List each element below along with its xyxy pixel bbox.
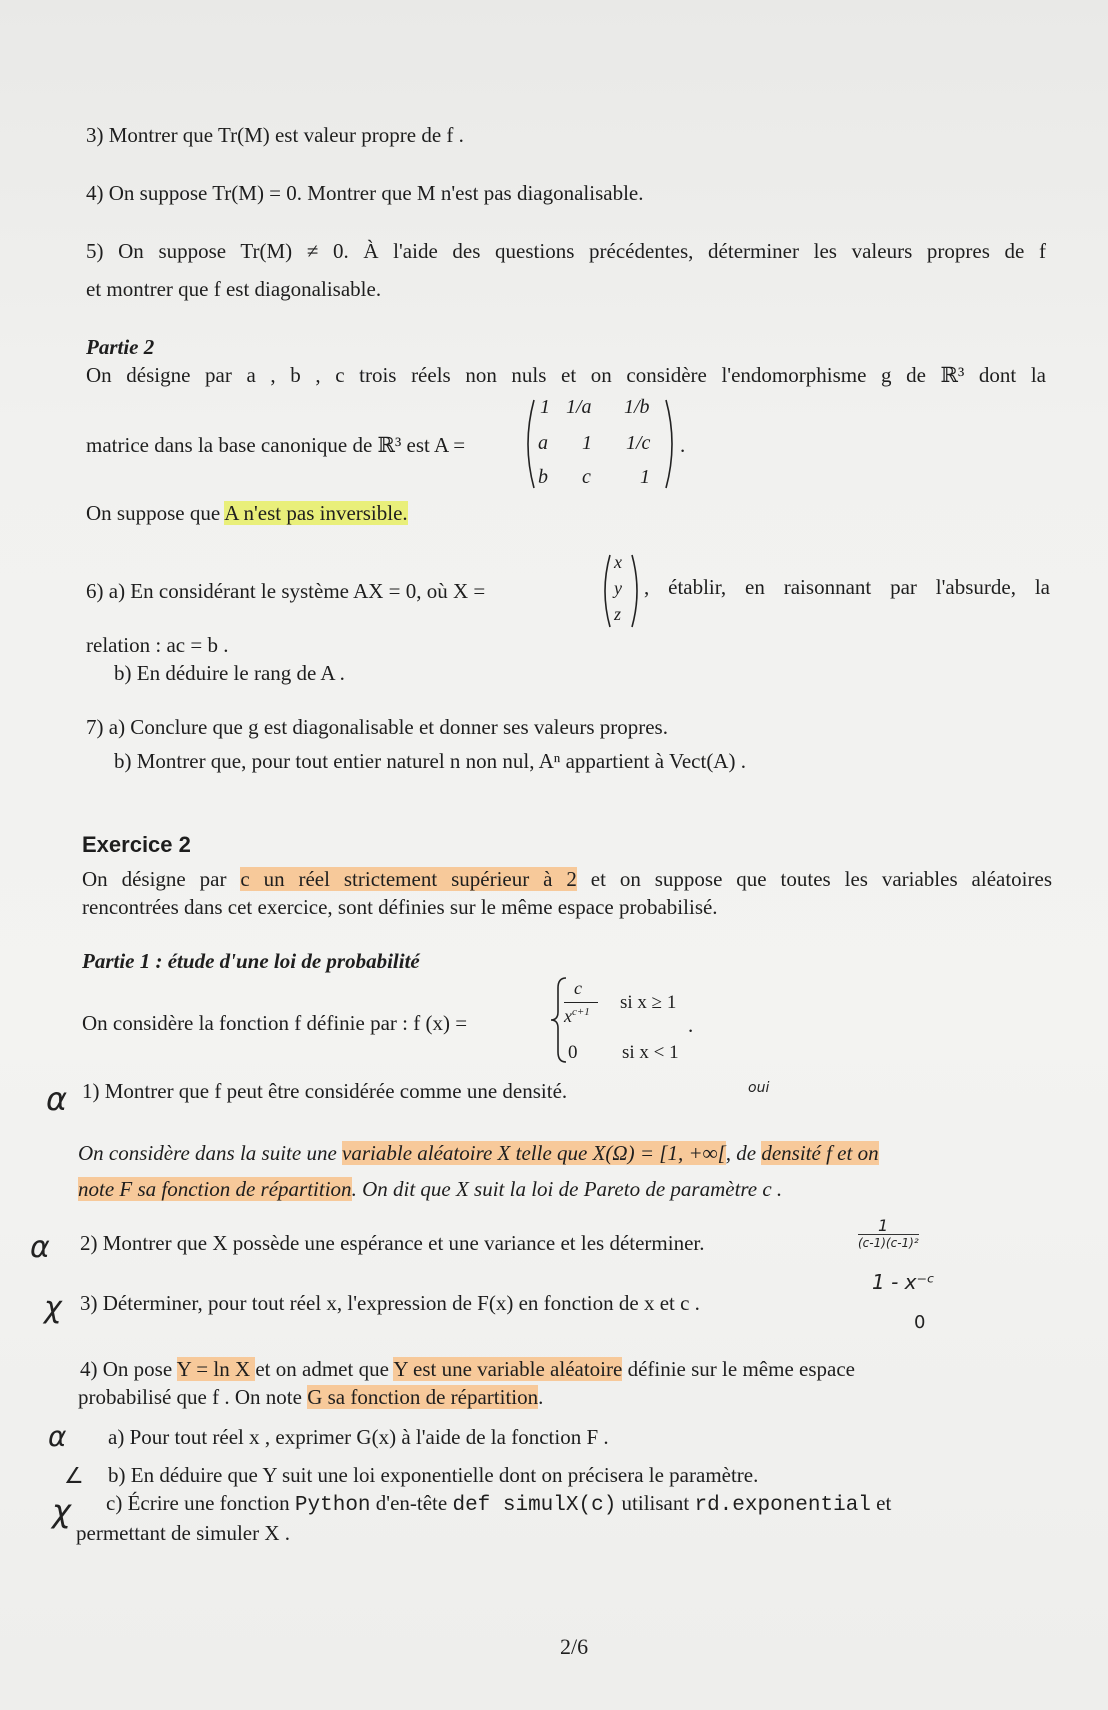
question-p1-4c: c) Écrire une fonction Python d'en-tête def simulX(c) utilisant rd.exponential et bbox=[106, 1491, 892, 1517]
matrix-cell: a bbox=[538, 432, 548, 454]
question-7a: 7) a) Conclure que g est diagonalisable et donner ses valeurs propres. bbox=[86, 715, 668, 739]
highlight-G: G sa fonction de répartition bbox=[307, 1385, 539, 1409]
question-p1-4c-line-2: permettant de simuler X . bbox=[76, 1521, 291, 1545]
case-2-value: 0 bbox=[568, 1042, 578, 1063]
matrix-cell: 1/b bbox=[624, 396, 650, 418]
question-3: 3) Montrer que Tr(M) est valeur propre de f . bbox=[86, 123, 464, 147]
margin-check-mark: α bbox=[48, 1420, 67, 1453]
question-p1-4-line-2: probabilisé que f . On note G sa fonction de répartition. bbox=[78, 1385, 544, 1409]
question-p1-4b: b) En déduire que Y suit une loi exponentielle dont on précisera le paramètre. bbox=[108, 1463, 759, 1487]
handwritten-note: 1 - x⁻ᶜ bbox=[872, 1270, 935, 1294]
question-7b: b) Montrer que, pour tout entier naturel n non nul, Aⁿ appartient à Vect(A) . bbox=[114, 749, 746, 773]
question-p1-3: 3) Déterminer, pour tout réel x, l'expression de F(x) en fonction de x et c . bbox=[80, 1291, 700, 1315]
matrix-cell: 1/a bbox=[566, 396, 592, 418]
function-definition-text: On considère la fonction f définie par : f (x) = bbox=[82, 1011, 468, 1035]
matrix-cell: c bbox=[582, 466, 591, 488]
margin-check-mark: α bbox=[46, 1080, 68, 1118]
fraction-denominator: $x^{c+1}$ bbox=[564, 1006, 590, 1026]
question-6b: b) En déduire le rang de A . bbox=[114, 661, 345, 685]
exercise-2-intro-line-2: rencontrées dans cet exercice, sont définies sur le même espace probabilisé. bbox=[82, 895, 718, 919]
question-6a-line-2: relation : ac = b . bbox=[86, 633, 229, 657]
part2-matrix-text: matrice dans la base canonique de ℝ³ est A = bbox=[86, 433, 466, 457]
margin-check-mark: ∠ bbox=[64, 1464, 84, 1489]
part2-intro: On désigne par a , b , c trois réels non nuls et on considère l'endomorphisme g de ℝ³ dont la bbox=[86, 363, 1046, 387]
part1-title: Partie 1 : étude d'une loi de probabilité bbox=[82, 949, 420, 973]
highlight-c: c un réel strictement supérieur à 2 bbox=[240, 867, 577, 891]
question-5-line-1: 5) On suppose Tr(M) ≠ 0. À l'aide des questions précédentes, déterminer les valeurs propres de f bbox=[86, 239, 1046, 263]
question-5-line-2: et montrer que f est diagonalisable. bbox=[86, 277, 382, 301]
question-p1-1: 1) Montrer que f peut être considérée comme une densité. bbox=[82, 1079, 568, 1103]
case-2-condition: si x < 1 bbox=[622, 1042, 679, 1063]
question-4: 4) On suppose Tr(M) = 0. Montrer que M n'est pas diagonalisable. bbox=[86, 181, 644, 205]
handwritten-note: 0 bbox=[914, 1312, 926, 1333]
vector-cell: y bbox=[614, 578, 622, 598]
margin-check-mark: α bbox=[30, 1230, 50, 1265]
handwritten-note: (c-1)(c-1)² bbox=[858, 1236, 919, 1250]
highlight-distribution-function: note F sa fonction de répartition bbox=[78, 1177, 352, 1201]
case-1-condition: si x ≥ 1 bbox=[620, 992, 677, 1013]
page-number: 2/6 bbox=[560, 1634, 589, 1659]
matrix-cell: 1 bbox=[582, 432, 592, 454]
fraction-numerator: c bbox=[574, 978, 582, 998]
handwritten-note: oui bbox=[748, 1080, 770, 1096]
margin-check-mark: χ bbox=[44, 1290, 62, 1325]
matrix-period: . bbox=[680, 433, 686, 457]
matrix-cell: 1/c bbox=[626, 432, 651, 454]
pareto-definition-line-2: note F sa fonction de répartition. On dit que X suit la loi de Pareto de paramètre c . bbox=[78, 1177, 783, 1201]
matrix-cell: 1 bbox=[540, 396, 550, 418]
margin-check-mark: χ bbox=[52, 1492, 71, 1530]
exercise-2-intro: On désigne par c un réel strictement supérieur à 2 et on suppose que toutes les variables aléatoires bbox=[82, 867, 1052, 891]
fraction-bar bbox=[564, 1002, 598, 1003]
question-p1-4a: a) Pour tout réel x , exprimer G(x) à l'aide de la fonction F . bbox=[108, 1425, 609, 1449]
question-p1-4: 4) On pose Y = ln X et on admet que Y est une variable aléatoire définie sur le même espace bbox=[80, 1357, 855, 1381]
question-p1-2: 2) Montrer que X possède une espérance et une variance et les déterminer. bbox=[80, 1231, 705, 1255]
exercise-2-title: Exercice 2 bbox=[82, 832, 191, 857]
highlight-assumption: A n'est pas inversible. bbox=[224, 501, 408, 525]
matrix-cell: b bbox=[538, 466, 548, 488]
highlight-Y-variable: Y est une variable aléatoire bbox=[393, 1357, 623, 1381]
handwritten-note: 1 bbox=[878, 1216, 889, 1235]
pareto-definition-line-1: On considère dans la suite une variable aléatoire X telle que X(Ω) = [1, +∞[, de densité f et on bbox=[78, 1141, 879, 1165]
question-6a-text: 6) a) En considérant le système AX = 0, où X = bbox=[86, 579, 486, 603]
assumption: On suppose que A n'est pas inversible. bbox=[86, 501, 408, 525]
part2-title: Partie 2 bbox=[86, 335, 155, 359]
vector-cell: x bbox=[614, 552, 622, 572]
highlight-density: densité f et on bbox=[761, 1141, 879, 1165]
matrix-cell: 1 bbox=[640, 466, 650, 488]
question-6a-continued: , établir, en raisonnant par l'absurde, la bbox=[644, 575, 1050, 599]
vector-cell: z bbox=[614, 604, 622, 624]
highlight-random-variable: variable aléatoire X telle que X(Ω) = [1, +∞[ bbox=[342, 1141, 726, 1165]
highlight-Y: Y = ln X bbox=[176, 1357, 256, 1381]
